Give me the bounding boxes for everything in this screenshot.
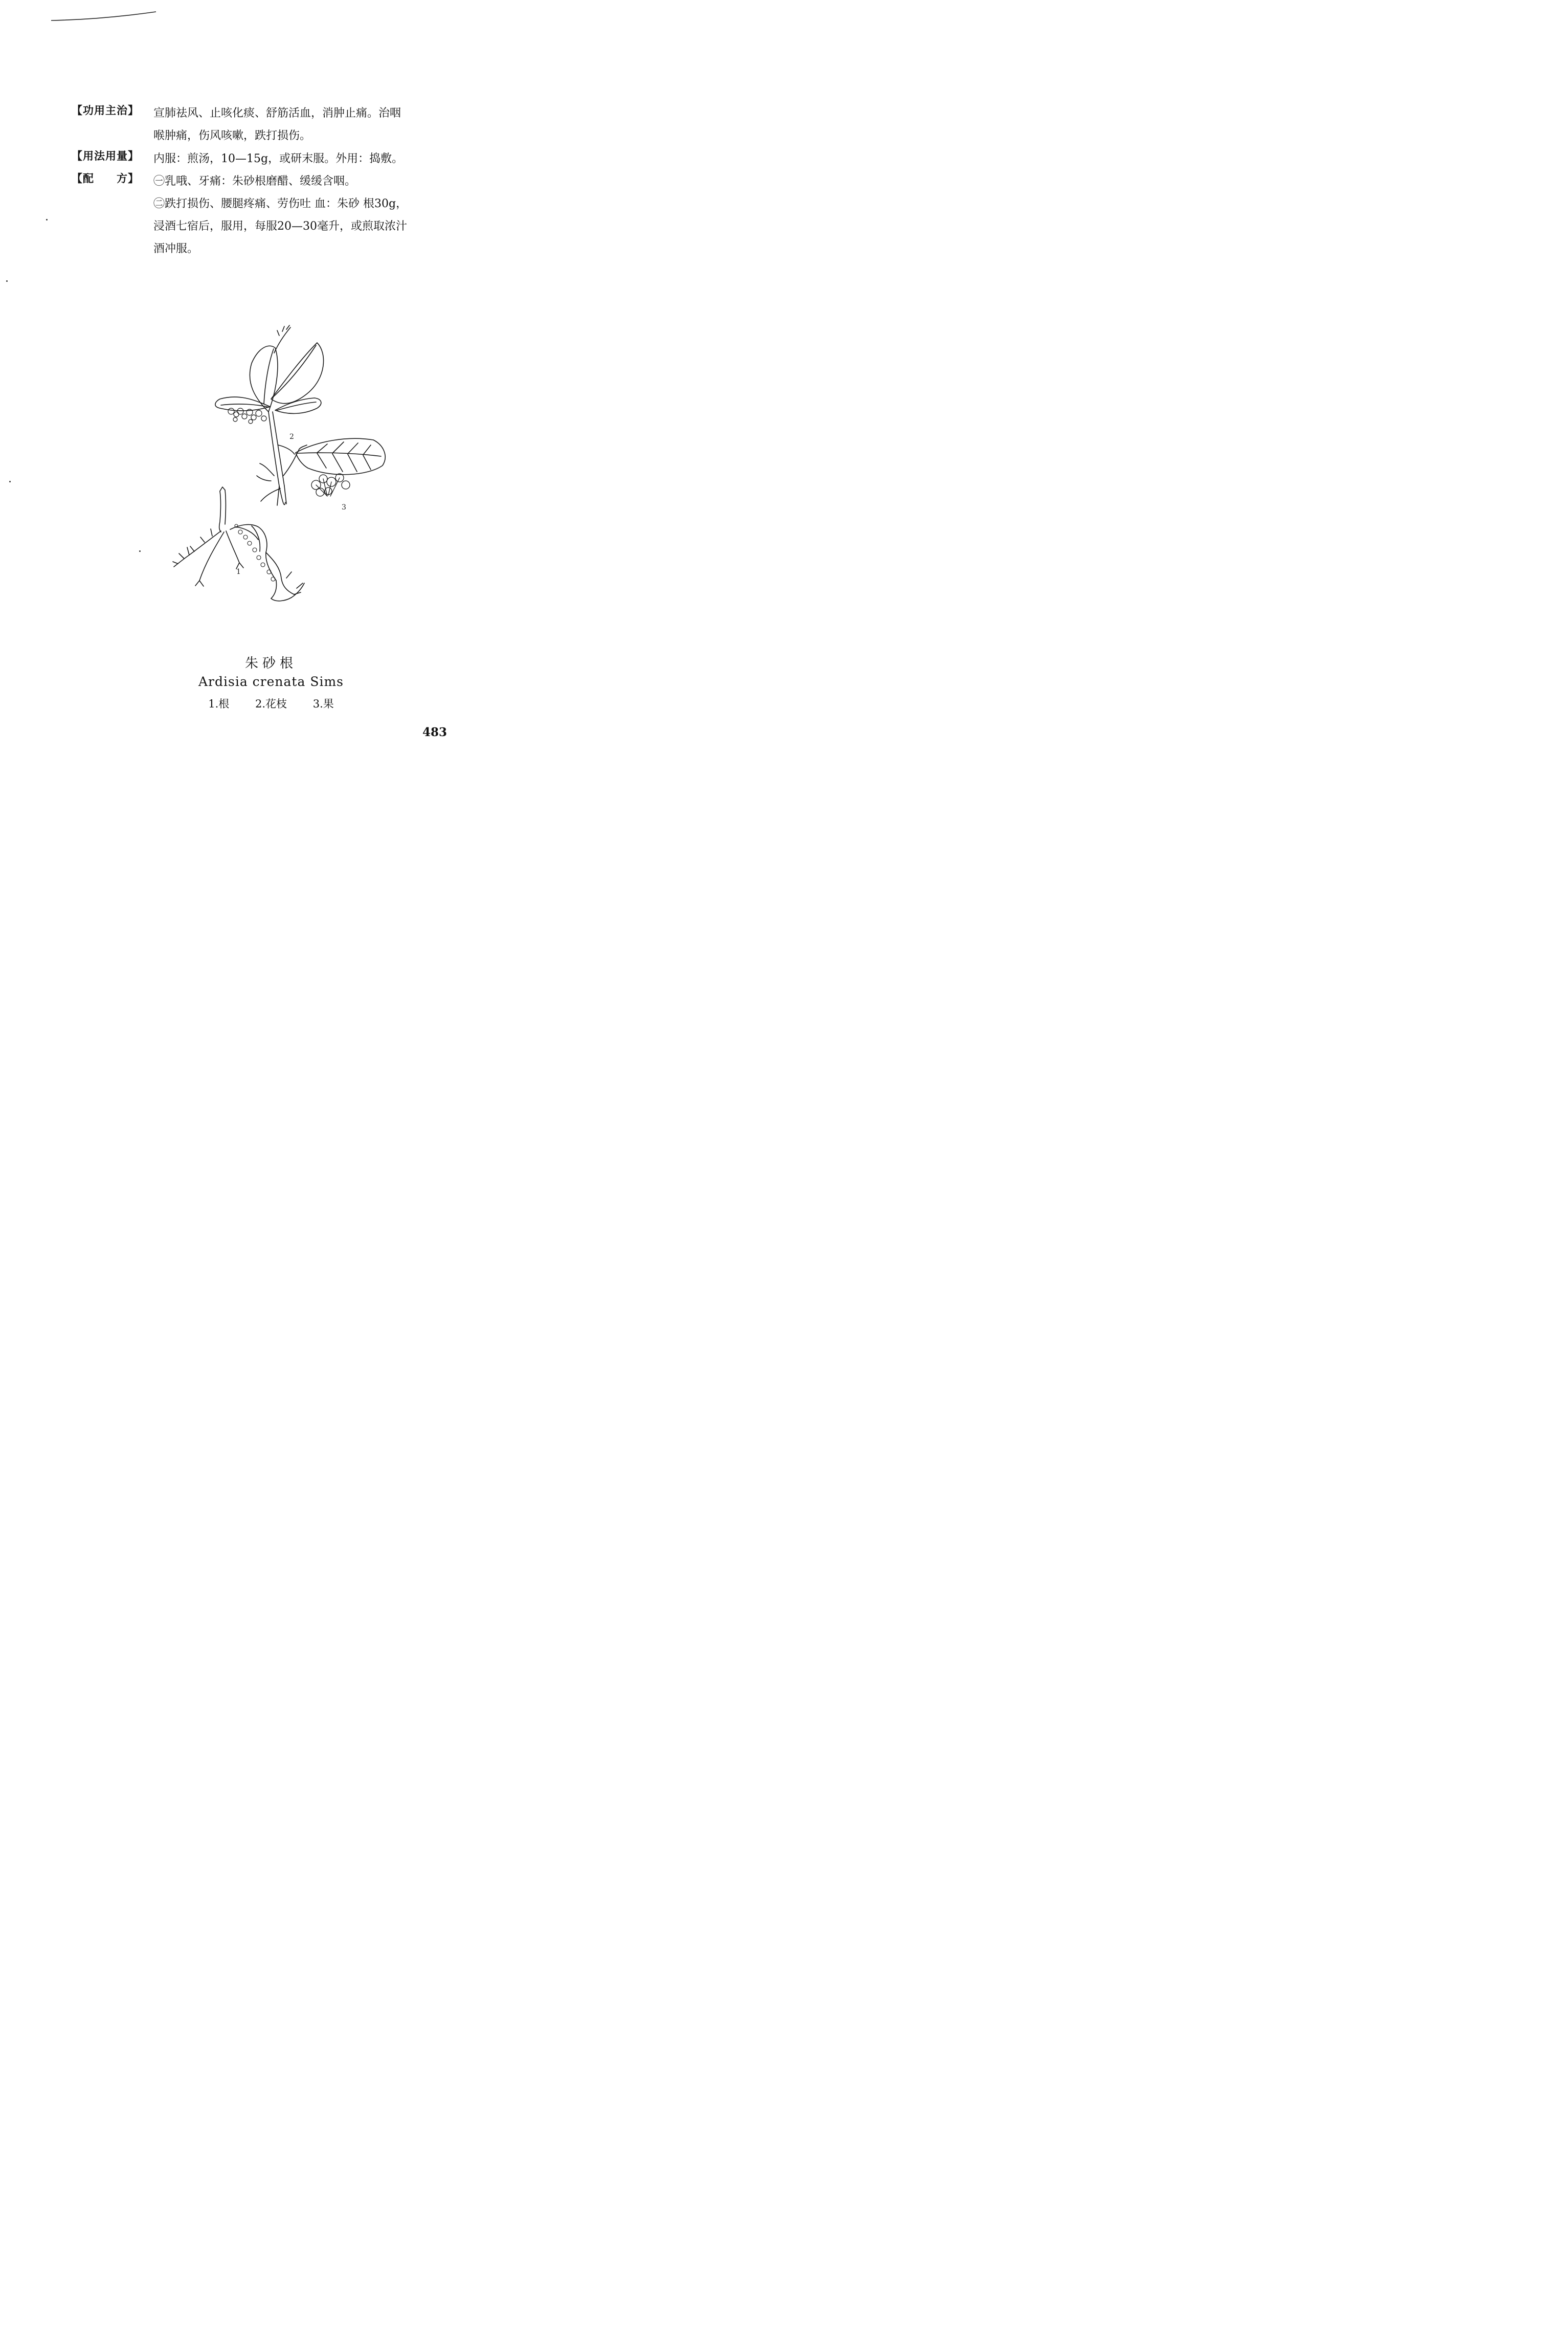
entry-line: 喉肿痛，伤风咳嗽，跌打损伤。 (153, 129, 311, 142)
parts-legend-item: 2.花枝 (255, 698, 287, 710)
plant-illustration (164, 322, 399, 614)
entry-line: 酒冲服。 (153, 242, 199, 255)
part-label-3: 3 (342, 503, 346, 512)
scan-speck (6, 280, 8, 282)
plant-latin-name: Ardisia crenata Sims (198, 674, 344, 689)
entry-line: 内服：煎汤，10—15g，或研末服。外用：捣敷。 (153, 152, 404, 165)
scanned-page (0, 0, 542, 812)
entry-label: 【用法用量】 (72, 150, 139, 162)
plant-chinese-name: 朱砂根 (244, 656, 297, 671)
entry-body (153, 148, 491, 170)
entry-body (153, 102, 491, 147)
entry-prescriptions (72, 170, 491, 260)
entry-line: ㊁跌打损伤、腰腿疼痛、劳伤吐 血：朱砂 根30g， (153, 197, 408, 210)
parts-legend-item: 1.根 (208, 698, 230, 710)
entry-usage-dosage (72, 148, 491, 170)
scan-speck (9, 481, 11, 482)
entry-line: ㊀乳哦、牙痛：朱砂根磨醋、缓缓含咽。 (153, 175, 356, 188)
flowering-branch-drawing (215, 325, 385, 505)
scan-speck (46, 219, 48, 220)
entry-body (153, 170, 491, 260)
scan-speck (139, 550, 141, 552)
fruit-cluster-drawing (311, 474, 350, 512)
entry-function-indications (72, 102, 491, 147)
entry-line: 浸酒七宿后，服用，每服20—30毫升，或煎取浓汁 (153, 220, 407, 233)
parts-legend (0, 696, 542, 711)
parts-legend-item: 3.果 (312, 698, 334, 710)
page-number: 483 (422, 725, 447, 739)
entry-line: 宣肺祛风、止咳化痰、舒筋活血，消肿止痛。治咽 (153, 107, 401, 120)
part-label-2: 2 (289, 433, 294, 441)
part-label-1: 1 (236, 568, 241, 576)
root-drawing (173, 487, 304, 601)
entry-label: 【配 方】 (72, 172, 139, 185)
scan-artifact-line (51, 9, 164, 25)
entry-label: 【功用主治】 (72, 104, 139, 117)
